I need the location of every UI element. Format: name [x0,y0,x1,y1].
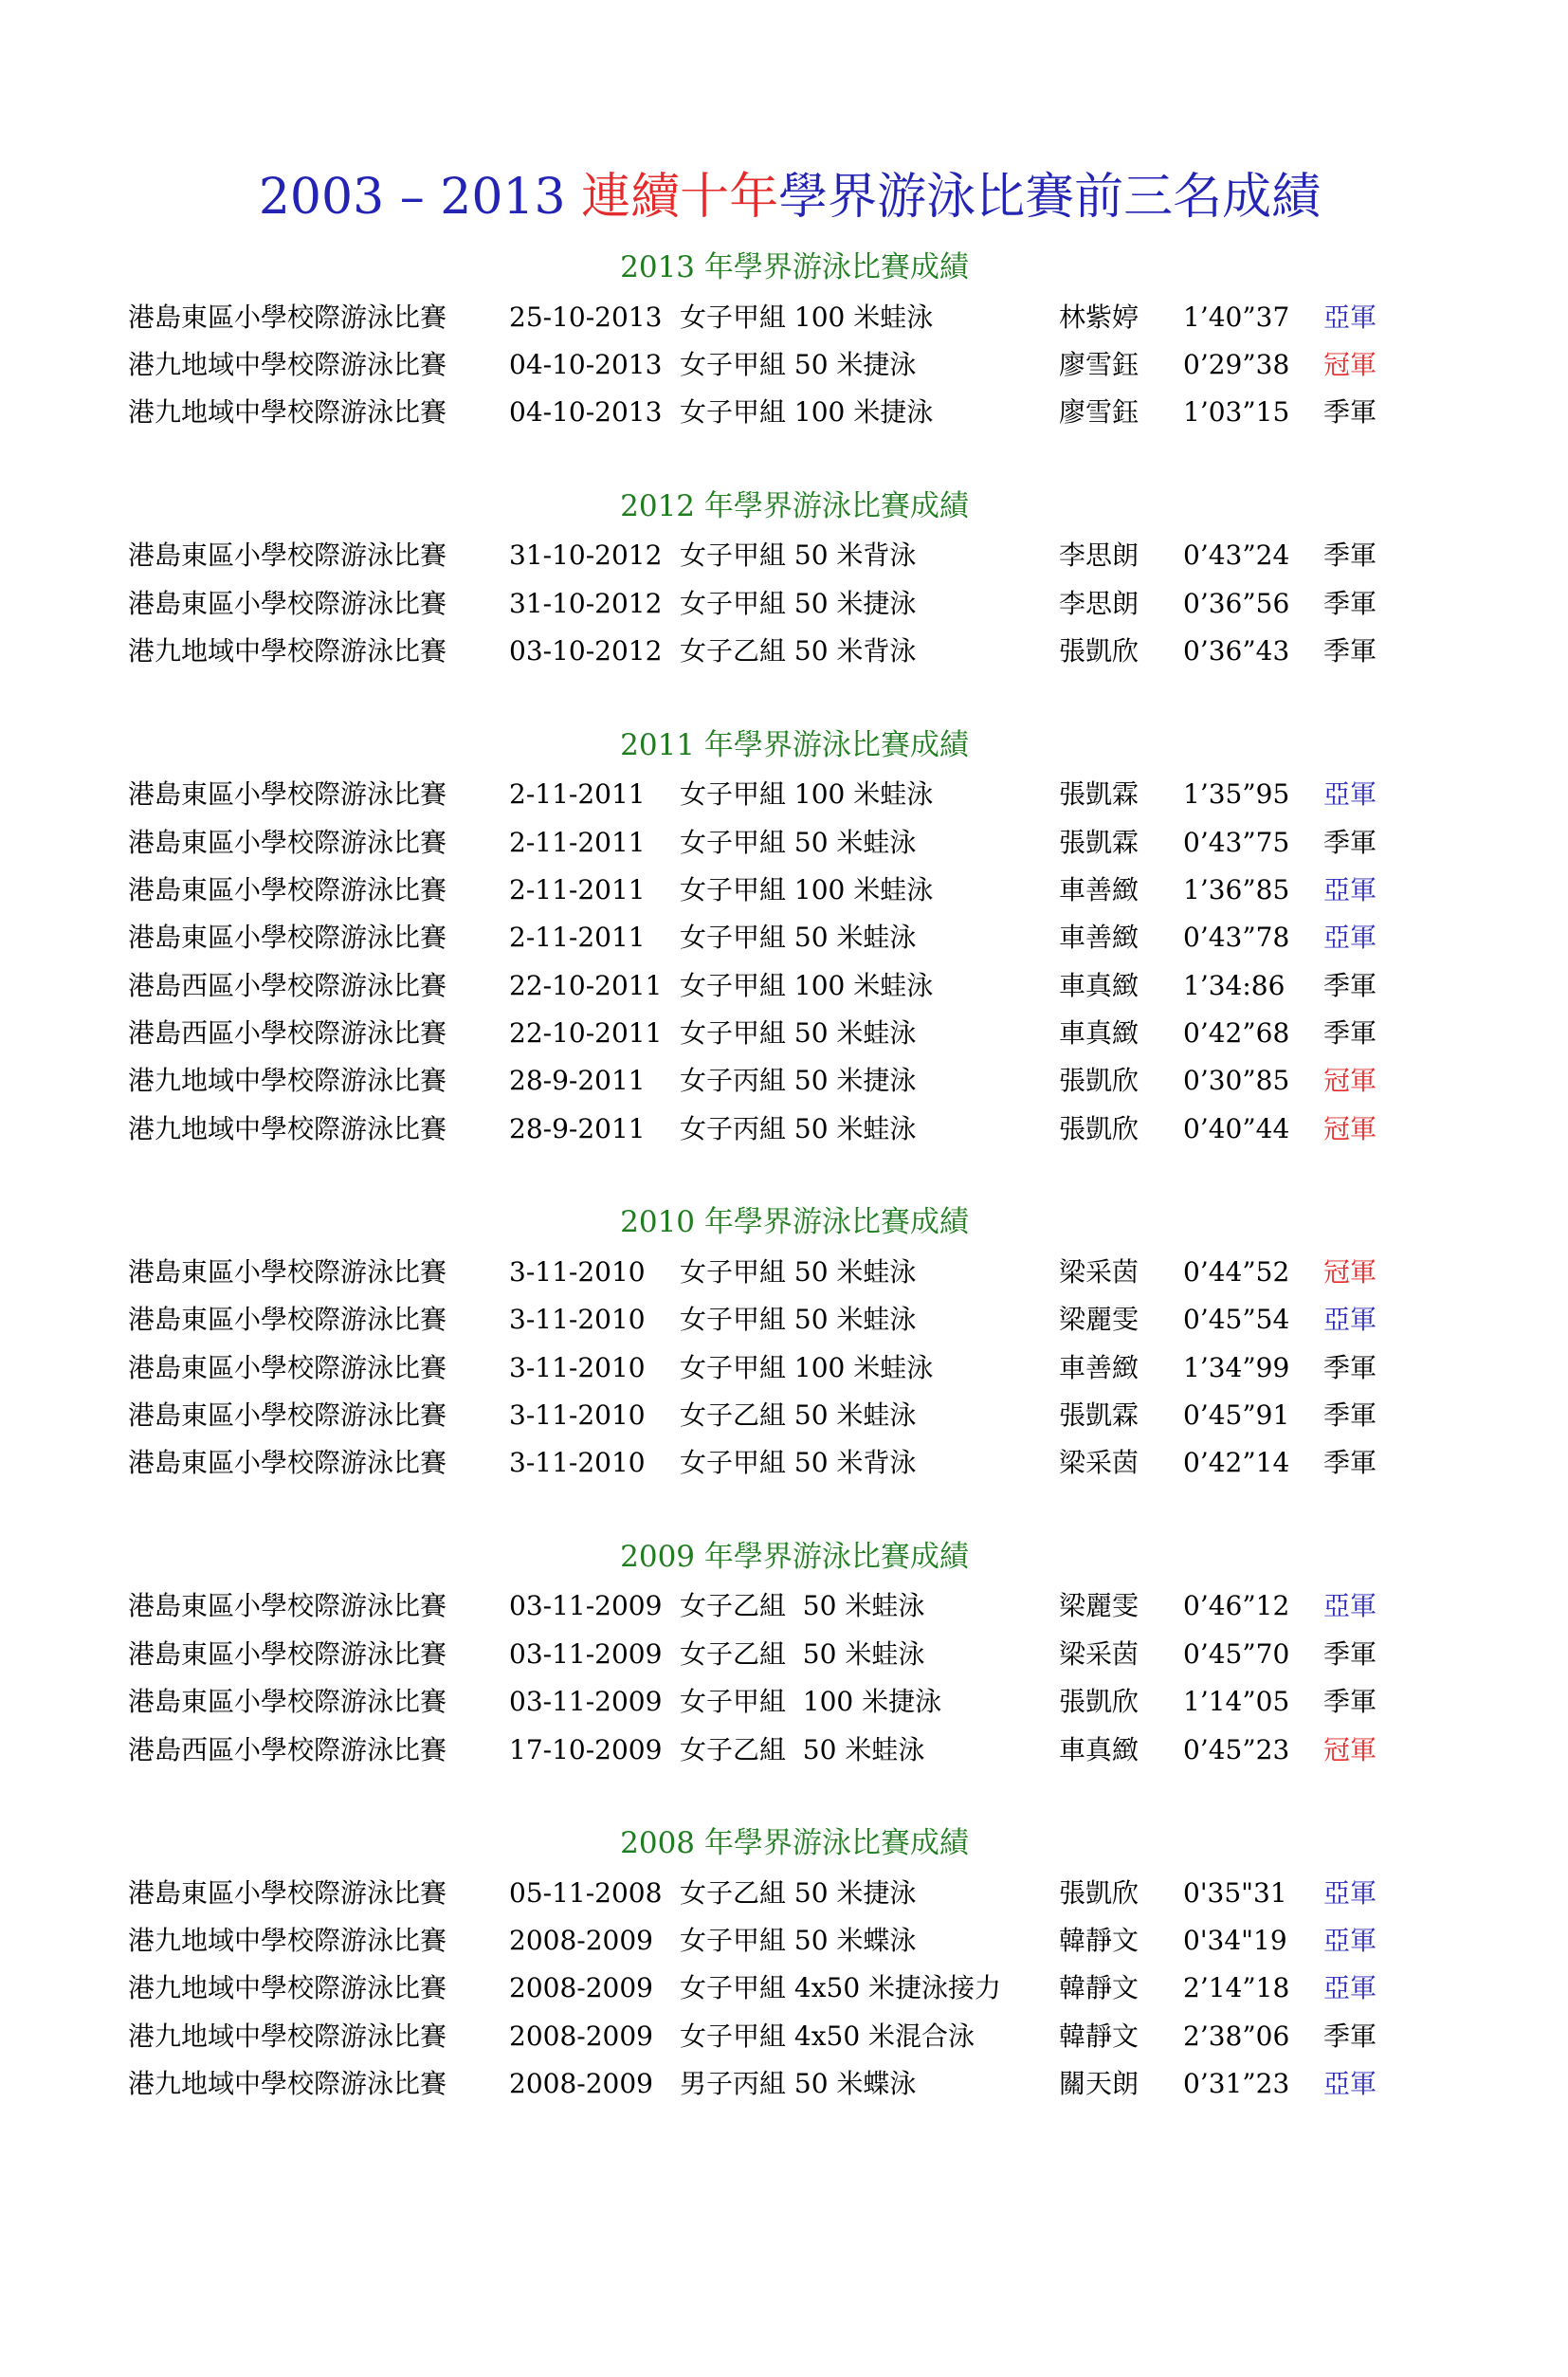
swim-time: 1’03”15 [1183,396,1290,429]
swim-time: 0’44”52 [1183,1255,1290,1288]
result-row [0,1106,1568,1153]
year-section [0,1198,1568,1488]
event-name: 女子甲組 50 米蛙泳 [680,826,917,858]
swim-time: 0’46”12 [1183,1590,1290,1622]
swimmer-name: 張凱霖 [1059,778,1140,811]
event-name: 女子甲組 100 米捷泳 [680,396,934,429]
competition-date: 31-10-2012 [509,587,663,619]
swimmer-name: 張凱欣 [1059,1112,1140,1144]
competition-name: 港島西區小學校際游泳比賽 [128,1733,447,1765]
title-subject: 學界游泳比賽前三名成績 [778,169,1322,226]
swimmer-name: 關天朗 [1059,2068,1140,2100]
competition-date: 2-11-2011 [509,778,646,811]
result-row [0,2060,1568,2108]
event-name: 女子甲組 100 米蛙泳 [680,1351,934,1383]
placing-badge: 季軍 [1323,1447,1377,1479]
result-row [0,1965,1568,2012]
competition-date: 2008-2009 [509,2020,653,2052]
competition-name: 港島東區小學校際游泳比賽 [128,1447,447,1479]
placing-badge: 亞軍 [1323,922,1377,954]
competition-name: 港九地域中學校際游泳比賽 [128,1924,447,1956]
swimmer-name: 梁采茵 [1059,1255,1140,1288]
swim-time: 0’29”38 [1183,348,1290,380]
event-name: 女子丙組 50 米蛙泳 [680,1112,917,1144]
competition-name: 港九地域中學校際游泳比賽 [128,2068,447,2100]
competition-date: 22-10-2011 [509,969,663,1001]
event-name: 女子甲組 50 米蛙泳 [680,1255,917,1288]
year-section [0,482,1568,676]
placing-badge: 季軍 [1323,2020,1377,2052]
swim-time: 0’36”56 [1183,587,1290,619]
competition-date: 03-11-2009 [509,1686,663,1718]
competition-date: 04-10-2013 [509,396,663,429]
swimmer-name: 車善緻 [1059,1351,1140,1383]
event-name: 女子丙組 50 米捷泳 [680,1065,917,1097]
competition-date: 03-10-2012 [509,635,663,667]
placing-badge: 亞軍 [1323,2068,1377,2100]
placing-badge: 季軍 [1323,539,1377,572]
competition-name: 港島東區小學校際游泳比賽 [128,1351,447,1383]
placing-badge: 冠軍 [1323,1065,1377,1097]
swim-time: 0’43”24 [1183,539,1290,572]
competition-name: 港九地域中學校際游泳比賽 [128,396,447,429]
competition-name: 港島東區小學校際游泳比賽 [128,1304,447,1336]
competition-name: 港島東區小學校際游泳比賽 [128,1590,447,1622]
result-row [0,1439,1568,1487]
competition-name: 港島東區小學校際游泳比賽 [128,1637,447,1670]
result-row [0,1344,1568,1392]
competition-date: 31-10-2012 [509,539,663,572]
result-row [0,1870,1568,1917]
swim-time: 0’43”78 [1183,922,1290,954]
section-heading: 2010 年學界游泳比賽成績 [620,1205,969,1240]
result-row [0,1392,1568,1439]
competition-name: 港九地域中學校際游泳比賽 [128,635,447,667]
swim-time: 0'35"31 [1183,1876,1287,1909]
competition-date: 2008-2009 [509,2068,653,2100]
swimmer-name: 張凱欣 [1059,1686,1140,1718]
year-section [0,243,1568,437]
event-name: 女子乙組 50 米背泳 [680,635,917,667]
competition-name: 港島東區小學校際游泳比賽 [128,587,447,619]
result-row [0,628,1568,675]
competition-name: 港島東區小學校際游泳比賽 [128,1876,447,1909]
placing-badge: 冠軍 [1323,1255,1377,1288]
placing-badge: 亞軍 [1323,1304,1377,1336]
swim-time: 2’38”06 [1183,2020,1290,2052]
swimmer-name: 韓靜文 [1059,1924,1140,1956]
swim-time: 0’43”75 [1183,826,1290,858]
placing-badge: 冠軍 [1323,1733,1377,1765]
result-row [0,1582,1568,1630]
event-name: 女子甲組 100 米蛙泳 [680,969,934,1001]
event-name: 女子甲組 100 米蛙泳 [680,301,934,333]
placing-badge: 季軍 [1323,1637,1377,1670]
event-name: 女子甲組 100 米捷泳 [680,1686,942,1718]
competition-date: 28-9-2011 [509,1112,646,1144]
result-row [0,580,1568,628]
swimmer-name: 張凱欣 [1059,1876,1140,1909]
competition-name: 港島東區小學校際游泳比賽 [128,922,447,954]
swimmer-name: 張凱霖 [1059,826,1140,858]
competition-date: 2-11-2011 [509,826,646,858]
swimmer-name: 車善緻 [1059,873,1140,905]
event-name: 女子甲組 4x50 米混合泳 [680,2020,975,2052]
competition-date: 2-11-2011 [509,873,646,905]
section-heading: 2012 年學界游泳比賽成績 [620,488,969,523]
competition-date: 2008-2009 [509,1972,653,2004]
swimmer-name: 車真緻 [1059,1017,1140,1050]
swim-time: 0’45”91 [1183,1399,1290,1432]
swimmer-name: 韓靜文 [1059,2020,1140,2052]
result-row [0,389,1568,436]
result-row [0,341,1568,389]
section-heading: 2011 年學界游泳比賽成績 [620,727,969,762]
result-row [0,819,1568,867]
event-name: 女子甲組 4x50 米捷泳接力 [680,1972,1002,2004]
event-name: 女子甲組 50 米捷泳 [680,348,917,380]
swim-time: 0’45”70 [1183,1637,1290,1670]
placing-badge: 亞軍 [1323,778,1377,811]
swim-time: 0’31”23 [1183,2068,1290,2100]
results-list [0,243,1568,2109]
result-row [0,1010,1568,1057]
competition-date: 25-10-2013 [509,301,663,333]
competition-name: 港島西區小學校際游泳比賽 [128,969,447,1001]
swimmer-name: 梁采茵 [1059,1447,1140,1479]
swimmer-name: 張凱欣 [1059,1065,1140,1097]
event-name: 女子甲組 50 米蛙泳 [680,922,917,954]
section-heading: 2013 年學界游泳比賽成績 [620,250,969,284]
competition-name: 港九地域中學校際游泳比賽 [128,348,447,380]
year-section [0,1532,1568,1774]
swimmer-name: 林紫婷 [1059,301,1140,333]
competition-date: 04-10-2013 [509,348,663,380]
result-row [0,2013,1568,2060]
event-name: 女子甲組 50 米背泳 [680,539,917,572]
swim-time: 1’34:86 [1183,969,1285,1001]
swimmer-name: 車真緻 [1059,1733,1140,1765]
result-row [0,1917,1568,1965]
swimmer-name: 韓靜文 [1059,1972,1140,2004]
swimmer-name: 廖雪鈺 [1059,396,1140,429]
event-name: 女子乙組 50 米蛙泳 [680,1637,925,1670]
page-title [0,159,1568,235]
result-row [0,294,1568,341]
competition-name: 港島東區小學校際游泳比賽 [128,873,447,905]
swim-time: 0’45”23 [1183,1733,1290,1765]
placing-badge: 亞軍 [1323,1972,1377,2004]
competition-date: 2-11-2011 [509,922,646,954]
event-name: 女子乙組 50 米蛙泳 [680,1590,925,1622]
swim-time: 1’35”95 [1183,778,1290,811]
placing-badge: 亞軍 [1323,301,1377,333]
result-row [0,532,1568,579]
competition-date: 3-11-2010 [509,1304,646,1336]
placing-badge: 季軍 [1323,1399,1377,1432]
placing-badge: 季軍 [1323,396,1377,429]
event-name: 女子甲組 100 米蛙泳 [680,778,934,811]
swim-time: 0'34"19 [1183,1924,1287,1956]
competition-date: 28-9-2011 [509,1065,646,1097]
competition-date: 03-11-2009 [509,1590,663,1622]
swim-time: 0’42”68 [1183,1017,1290,1050]
swim-time: 1’40”37 [1183,301,1290,333]
competition-date: 3-11-2010 [509,1255,646,1288]
placing-badge: 亞軍 [1323,1924,1377,1956]
result-row [0,1249,1568,1296]
competition-name: 港島東區小學校際游泳比賽 [128,301,447,333]
competition-name: 港九地域中學校際游泳比賽 [128,1972,447,2004]
placing-badge: 季軍 [1323,969,1377,1001]
event-name: 女子甲組 100 米蛙泳 [680,873,934,905]
section-heading: 2009 年學界游泳比賽成績 [620,1539,969,1574]
competition-name: 港島西區小學校際游泳比賽 [128,1017,447,1050]
competition-date: 17-10-2009 [509,1733,663,1765]
swimmer-name: 張凱霖 [1059,1399,1140,1432]
swimmer-name: 梁麗雯 [1059,1590,1140,1622]
event-name: 女子乙組 50 米捷泳 [680,1876,917,1909]
result-row [0,867,1568,914]
placing-badge: 季軍 [1323,587,1377,619]
competition-name: 港九地域中學校際游泳比賽 [128,2020,447,2052]
placing-badge: 季軍 [1323,1017,1377,1050]
competition-name: 港島東區小學校際游泳比賽 [128,539,447,572]
swim-time: 0’45”54 [1183,1304,1290,1336]
swimmer-name: 廖雪鈺 [1059,348,1140,380]
swimmer-name: 李思朗 [1059,539,1140,572]
placing-badge: 亞軍 [1323,1590,1377,1622]
section-heading: 2008 年學界游泳比賽成績 [620,1825,969,1860]
swimmer-name: 梁采茵 [1059,1637,1140,1670]
swimmer-name: 李思朗 [1059,587,1140,619]
result-row [0,1296,1568,1344]
competition-name: 港島東區小學校際游泳比賽 [128,1686,447,1718]
event-name: 女子甲組 50 米蛙泳 [680,1017,917,1050]
result-row [0,914,1568,961]
competition-name: 港島東區小學校際游泳比賽 [128,826,447,858]
placing-badge: 冠軍 [1323,1112,1377,1144]
swim-time: 2’14”18 [1183,1972,1290,2004]
result-row [0,1727,1568,1774]
competition-date: 05-11-2008 [509,1876,663,1909]
competition-date: 22-10-2011 [509,1017,663,1050]
placing-badge: 亞軍 [1323,1876,1377,1909]
swim-time: 0’30”85 [1183,1065,1290,1097]
competition-name: 港九地域中學校際游泳比賽 [128,1065,447,1097]
competition-date: 3-11-2010 [509,1447,646,1479]
placing-badge: 亞軍 [1323,873,1377,905]
swim-time: 0’36”43 [1183,635,1290,667]
placing-badge: 季軍 [1323,635,1377,667]
placing-badge: 季軍 [1323,1686,1377,1718]
event-name: 女子甲組 50 米蝶泳 [680,1924,917,1956]
competition-date: 2008-2009 [509,1924,653,1956]
competition-name: 港島東區小學校際游泳比賽 [128,1399,447,1432]
swim-time: 1’34”99 [1183,1351,1290,1383]
swimmer-name: 車善緻 [1059,922,1140,954]
placing-badge: 季軍 [1323,826,1377,858]
competition-date: 03-11-2009 [509,1637,663,1670]
swimmer-name: 車真緻 [1059,969,1140,1001]
year-section [0,721,1568,1154]
result-row [0,1678,1568,1726]
swim-time: 0’42”14 [1183,1447,1290,1479]
competition-name: 港島東區小學校際游泳比賽 [128,1255,447,1288]
event-name: 女子乙組 50 米蛙泳 [680,1399,917,1432]
competition-name: 港島東區小學校際游泳比賽 [128,778,447,811]
result-row [0,1631,1568,1678]
swimmer-name: 梁麗雯 [1059,1304,1140,1336]
swimmer-name: 張凱欣 [1059,635,1140,667]
title-highlight: 連續十年 [581,169,779,226]
year-section [0,1819,1568,2109]
placing-badge: 冠軍 [1323,348,1377,380]
title-years: 2003 – 2013 [258,169,582,226]
swim-time: 1’14”05 [1183,1686,1290,1718]
result-row [0,771,1568,818]
swim-time: 1’36”85 [1183,873,1290,905]
result-row [0,962,1568,1010]
event-name: 女子乙組 50 米蛙泳 [680,1733,925,1765]
placing-badge: 季軍 [1323,1351,1377,1383]
event-name: 女子甲組 50 米捷泳 [680,587,917,619]
event-name: 女子甲組 50 米蛙泳 [680,1304,917,1336]
swim-time: 0’40”44 [1183,1112,1290,1144]
competition-name: 港九地域中學校際游泳比賽 [128,1112,447,1144]
competition-date: 3-11-2010 [509,1351,646,1383]
competition-date: 3-11-2010 [509,1399,646,1432]
result-row [0,1057,1568,1105]
event-name: 男子丙組 50 米蝶泳 [680,2068,917,2100]
event-name: 女子甲組 50 米背泳 [680,1447,917,1479]
